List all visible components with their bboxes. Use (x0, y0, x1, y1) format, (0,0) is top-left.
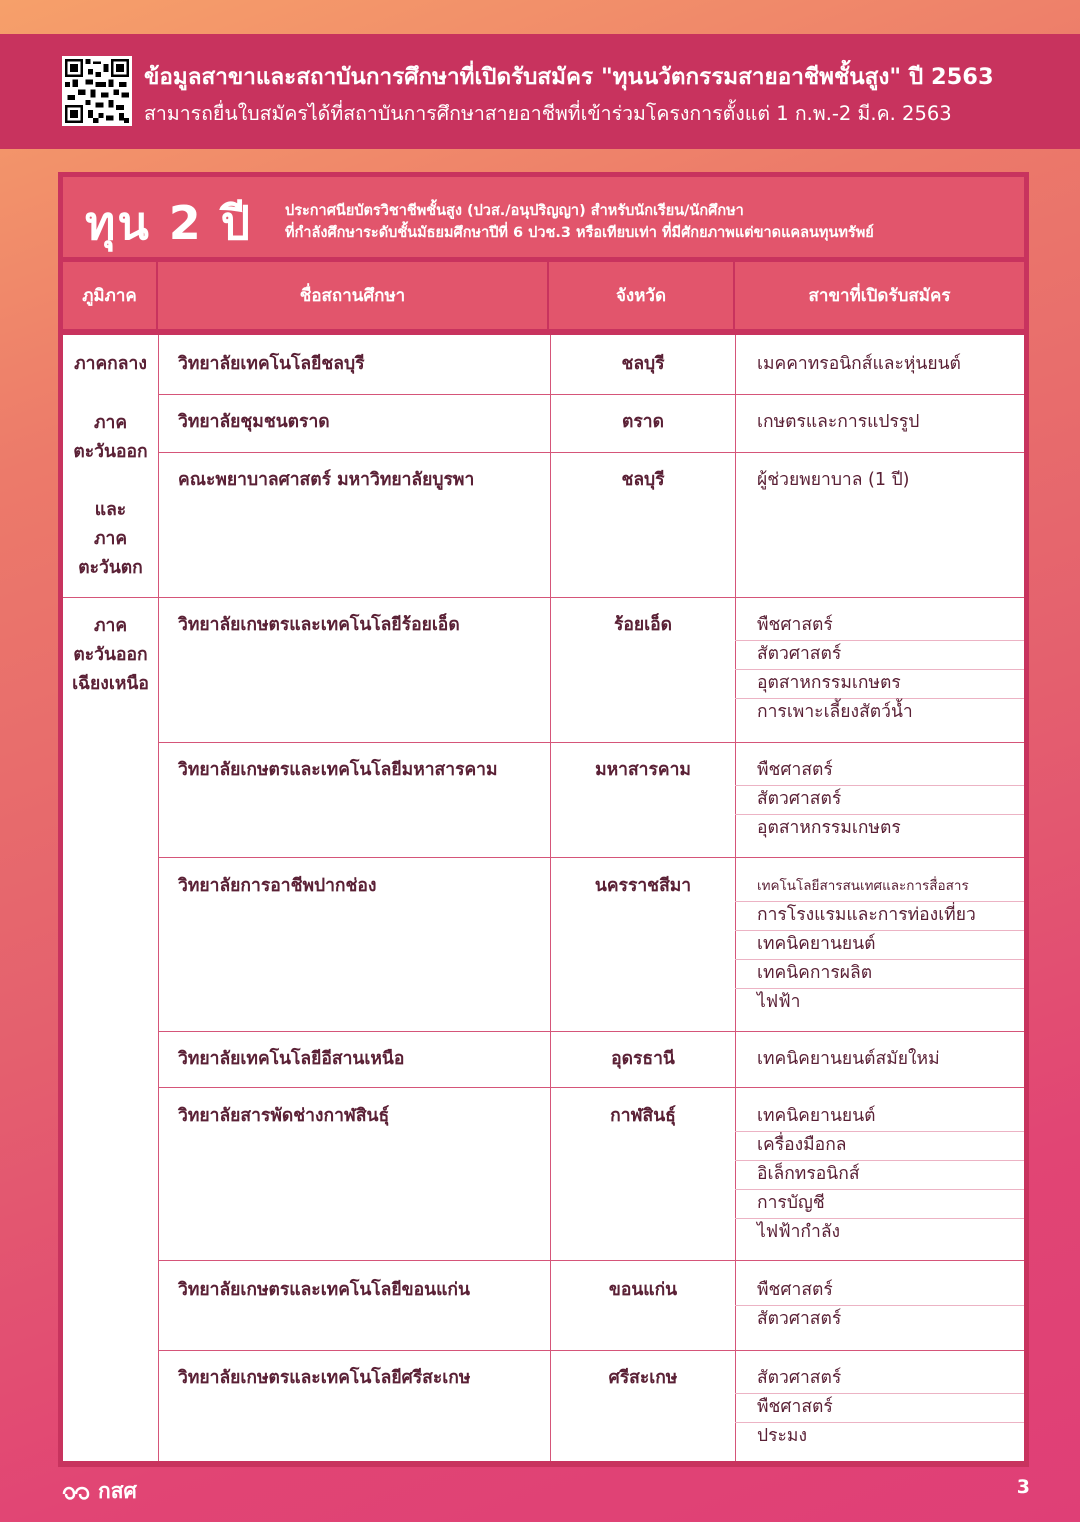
school-name: วิทยาลัยเกษตรและเทคโนโลยีมหาสารคาม (178, 760, 498, 780)
row-divider (158, 857, 1024, 858)
major: เครื่องมือกล (757, 1135, 847, 1155)
qr-code-icon (62, 56, 132, 126)
region-label: ตะวันตก (78, 558, 143, 578)
row-divider (158, 1087, 1024, 1088)
schools-table (63, 335, 1024, 1461)
school-name: วิทยาลัยสารพัดช่างกาฬสินธุ์ (178, 1106, 390, 1126)
eef-logo (60, 1475, 137, 1508)
school-name: วิทยาลัยเกษตรและเทคโนโลยีศรีสะเกษ (178, 1368, 471, 1388)
school-name: วิทยาลัยเกษตรและเทคโนโลยีขอนแก่น (178, 1280, 470, 1300)
row-divider (158, 1031, 1024, 1032)
province: มหาสารคาม (595, 760, 691, 780)
province: ชลบุรี (621, 354, 665, 374)
school-name: วิทยาลัยเทคโนโลยีอีสานเหนือ (178, 1049, 405, 1069)
province: นครราชสีมา (594, 876, 692, 896)
major: อุตสาหกรรมเกษตร (757, 673, 901, 693)
table-header (63, 262, 1024, 329)
major: การโรงแรมและการท่องเที่ยว (757, 905, 976, 925)
column-divider (735, 335, 736, 1461)
school-name: วิทยาลัยเกษตรและเทคโนโลยีร้อยเอ็ด (178, 615, 460, 635)
major: เกษตรและการแปรรูป (757, 412, 920, 432)
scholarship-card (58, 172, 1029, 1467)
region-label: ภาค (93, 413, 128, 433)
major: พืชศาสตร์ (757, 615, 833, 635)
page-number: 3 (1016, 1476, 1030, 1498)
page-header (0, 34, 1080, 149)
column-divider (158, 335, 159, 1461)
region-label: และ (94, 500, 127, 520)
major: พืชศาสตร์ (757, 1280, 833, 1300)
region-label: ภาคกลาง (74, 354, 147, 374)
row-divider (158, 394, 1024, 395)
logo-text: กสศ (98, 1479, 137, 1503)
major: เทคโนโลยีสารสนเทศและการสื่อสาร (757, 878, 969, 894)
province: ตราด (622, 412, 664, 432)
header-region: ภูมิภาค (63, 262, 158, 329)
region-divider (63, 597, 1024, 598)
major: ประมง (757, 1426, 807, 1446)
row-divider (158, 452, 1024, 453)
province: อุดรธานี (611, 1049, 675, 1069)
major: สัตวศาสตร์ (757, 1368, 842, 1388)
scholarship-description-line2: ที่กำลังศึกษาระดับชั้นมัธยมศึกษาปีที่ 6 ปวช.3 หรือเทียบเท่า ที่มีศักยภาพแต่ขาดแคลนทุนทรัพย์ (285, 225, 874, 241)
school-name: คณะพยาบาลศาสตร์ มหาวิทยาลัยบูรพา (178, 470, 475, 490)
header-province: จังหวัด (549, 262, 735, 329)
province: ศรีสะเกษ (608, 1368, 678, 1388)
province: กาฬสินธุ์ (610, 1106, 676, 1126)
province: ขอนแก่น (608, 1280, 678, 1300)
major: สัตวศาสตร์ (757, 1309, 842, 1329)
page-title: ข้อมูลสาขาและสถาบันการศึกษาที่เปิดรับสมัคร "ทุนนวัตกรรมสายอาชีพชั้นสูง" ปี 2563 (144, 64, 994, 90)
major: พืชศาสตร์ (757, 1397, 833, 1417)
region-label: ตะวันออก (73, 645, 148, 665)
major: ไฟฟ้า (757, 992, 801, 1012)
row-divider (158, 1260, 1024, 1261)
major: สัตวศาสตร์ (757, 789, 842, 809)
school-name: วิทยาลัยชุมชนตราด (178, 412, 330, 432)
province: ชลบุรี (621, 470, 665, 490)
major: พืชศาสตร์ (757, 760, 833, 780)
school-name: วิทยาลัยเทคโนโลยีชลบุรี (178, 354, 365, 374)
region-label: ภาค (93, 616, 128, 636)
card-heading (63, 177, 1024, 257)
major: ผู้ช่วยพยาบาล (1 ปี) (757, 470, 910, 490)
major: อุตสาหกรรมเกษตร (757, 818, 901, 838)
major: การบัญชี (757, 1193, 825, 1213)
major: เทคนิคยานยนต์ (757, 934, 876, 954)
page-subtitle: สามารถยื่นใบสมัครได้ที่สถาบันการศึกษาสายอาชีพที่เข้าร่วมโครงการตั้งแต่ 1 ก.พ.-2 มี.ค. 2563 (144, 102, 952, 125)
header-majors: สาขาที่เปิดรับสมัคร (808, 286, 951, 306)
major: ไฟฟ้ากำลัง (757, 1222, 841, 1242)
logo-icon (60, 1480, 94, 1504)
school-name: วิทยาลัยการอาชีพปากช่อง (178, 876, 377, 896)
row-divider (158, 1350, 1024, 1351)
major: สัตวศาสตร์ (757, 644, 842, 664)
major: เทคนิคการผลิต (757, 963, 873, 983)
region-label: เฉียงเหนือ (72, 674, 149, 694)
major: การเพาะเลี้ยงสัตว์น้ำ (757, 702, 913, 722)
region-label: ภาค (93, 529, 128, 549)
major: เมคคาทรอนิกส์และหุ่นยนต์ (757, 354, 961, 374)
major: เทคนิคยานยนต์สมัยใหม่ (757, 1049, 940, 1069)
row-divider (158, 742, 1024, 743)
header-school: ชื่อสถานศึกษา (158, 262, 549, 329)
province: ร้อยเอ็ด (613, 615, 673, 635)
scholarship-title: ทุน 2 ปี (85, 196, 253, 250)
major: อิเล็กทรอนิกส์ (757, 1164, 860, 1184)
major: เทคนิคยานยนต์ (757, 1106, 876, 1126)
region-label: ตะวันออก (73, 442, 148, 462)
scholarship-description-line1: ประกาศนียบัตรวิชาชีพชั้นสูง (ปวส./อนุปริญญา) สำหรับนักเรียน/นักศึกษา (285, 203, 744, 219)
